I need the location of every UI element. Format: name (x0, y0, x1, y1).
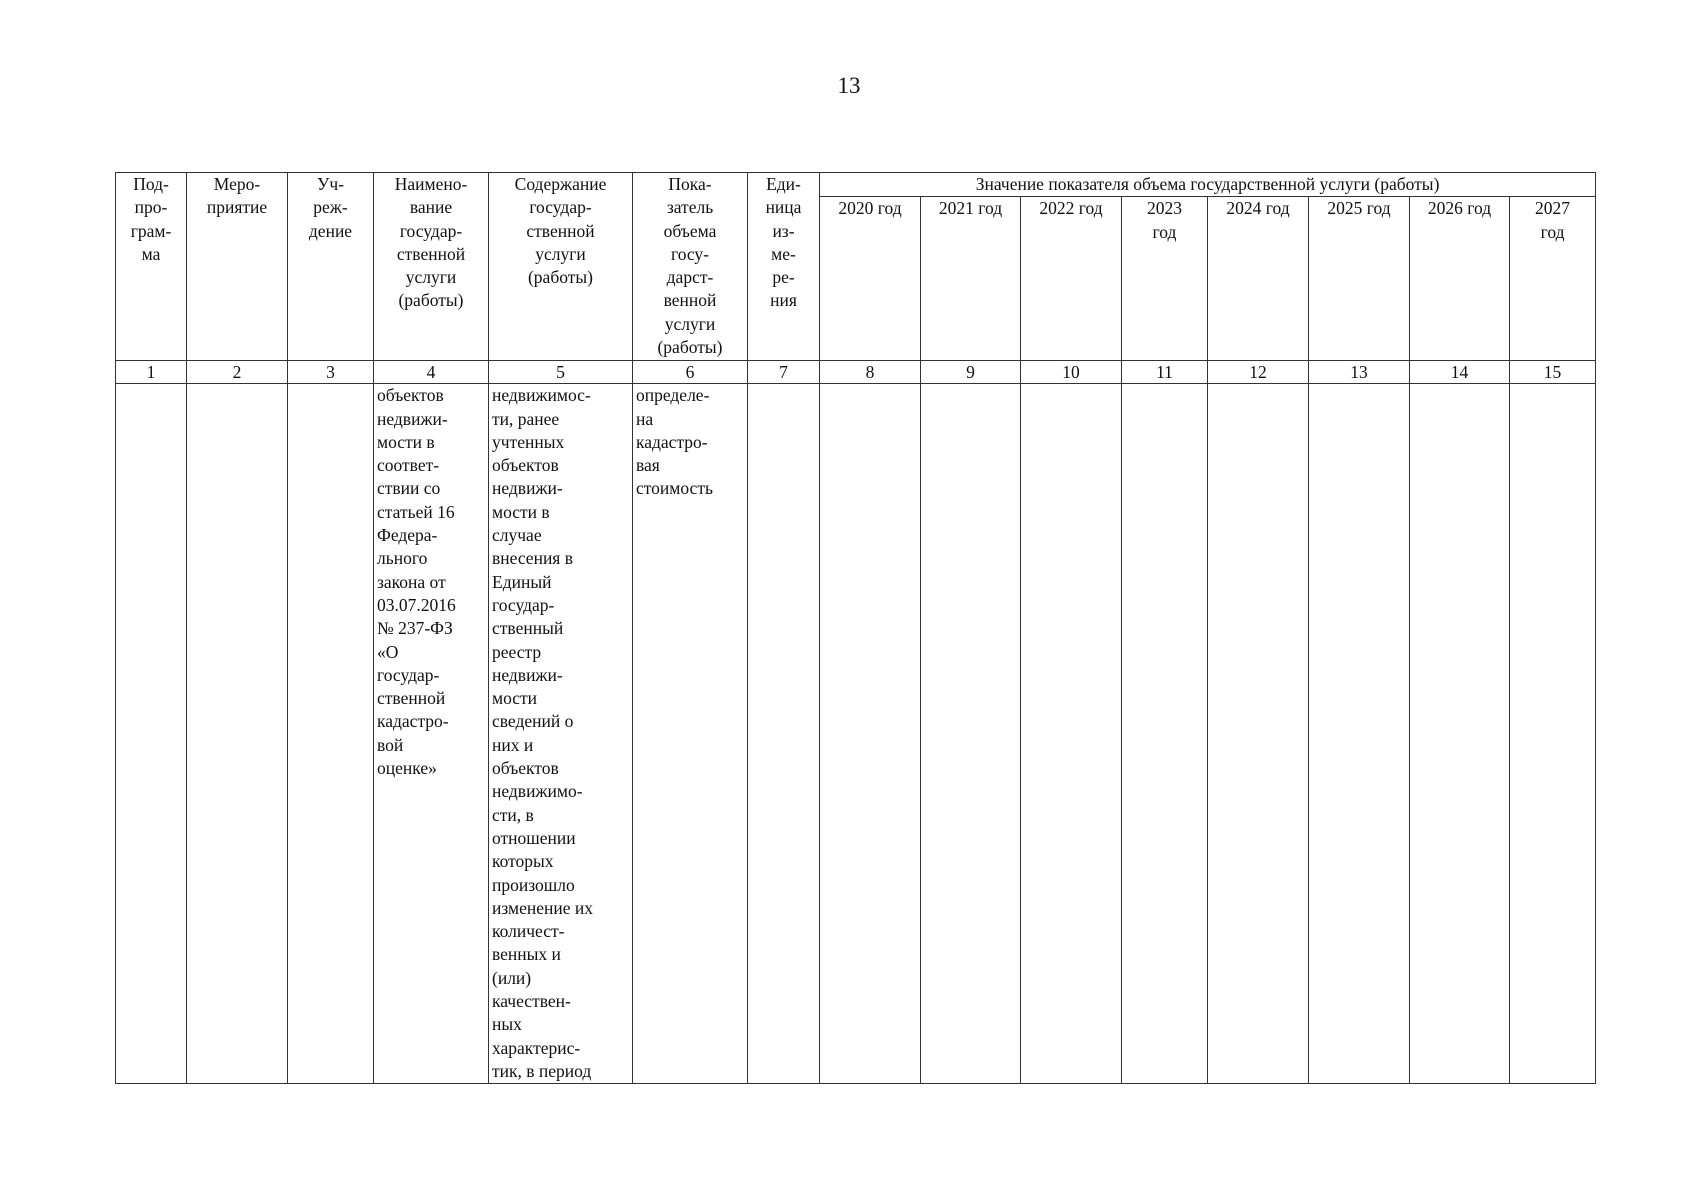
column-number: 14 (1410, 361, 1510, 384)
cell-year-2024 (1208, 384, 1309, 1084)
header-subprogram: Под- про- грам- ма (116, 173, 187, 361)
page-number: 13 (837, 73, 861, 98)
cell-year-2023 (1122, 384, 1208, 1084)
cell-activity (187, 384, 288, 1084)
header-unit: Еди- ница из- ме- ре- ния (748, 173, 820, 361)
header-year-2020: 2020 год (820, 197, 921, 361)
header-value-group: Значение показателя объема государственной услуги (работы) (820, 173, 1596, 197)
header-service-name: Наимено- вание государ- ственной услуги (работы) (374, 173, 489, 361)
column-number: 12 (1208, 361, 1309, 384)
cell-year-2027 (1510, 384, 1596, 1084)
header-year-2027: 2027 год (1510, 197, 1596, 361)
column-number: 9 (921, 361, 1021, 384)
cell-subprogram (116, 384, 187, 1084)
column-number: 4 (374, 361, 489, 384)
column-number: 3 (288, 361, 374, 384)
cell-year-2026 (1410, 384, 1510, 1084)
header-year-2023: 2023 год (1122, 197, 1208, 361)
cell-year-2022 (1021, 384, 1122, 1084)
indicator-table (115, 172, 1596, 1084)
column-number: 8 (820, 361, 921, 384)
cell-year-2021 (921, 384, 1021, 1084)
column-number: 5 (489, 361, 633, 384)
header-row-top (116, 173, 1596, 197)
column-number: 2 (187, 361, 288, 384)
column-numbers-row (116, 361, 1596, 384)
column-number: 1 (116, 361, 187, 384)
column-number: 6 (633, 361, 748, 384)
header-year-2021: 2021 год (921, 197, 1021, 361)
column-number: 11 (1122, 361, 1208, 384)
table-row (116, 384, 1596, 1084)
header-year-2022: 2022 год (1021, 197, 1122, 361)
header-year-2025: 2025 год (1309, 197, 1410, 361)
header-institution: Уч- реж- дение (288, 173, 374, 361)
header-year-2024: 2024 год (1208, 197, 1309, 361)
column-number: 10 (1021, 361, 1122, 384)
cell-year-2025 (1309, 384, 1410, 1084)
cell-service-name: объектов недвижи- мости в соответ- ствии со статьей 16 Федера- льного закона от 03.07.2016 № 237-ФЗ «О государ- ственной кадастро- вой оценке» (374, 384, 489, 1084)
cell-year-2020 (820, 384, 921, 1084)
header-activity: Меро- приятие (187, 173, 288, 361)
header-volume-indicator: Пока- затель объема госу- дарст- венной услуги (работы) (633, 173, 748, 361)
cell-volume-indicator: определе- на кадастро- вая стоимость (633, 384, 748, 1084)
header-year-2026: 2026 год (1410, 197, 1510, 361)
column-number: 15 (1510, 361, 1596, 384)
cell-institution (288, 384, 374, 1084)
column-number: 7 (748, 361, 820, 384)
cell-service-content: недвижимос- ти, ранее учтенных объектов недвижи- мости в случае внесения в Единый государ- ственный реестр недвижи- мости сведений о них и объектов недвижимо- сти, в отношении которых произошло изменение их количест- венных и (или) качествен- ных характерис- тик, в период (489, 384, 633, 1084)
column-number: 13 (1309, 361, 1410, 384)
header-service-content: Содержание государ- ственной услуги (работы) (489, 173, 633, 361)
cell-unit (748, 384, 820, 1084)
